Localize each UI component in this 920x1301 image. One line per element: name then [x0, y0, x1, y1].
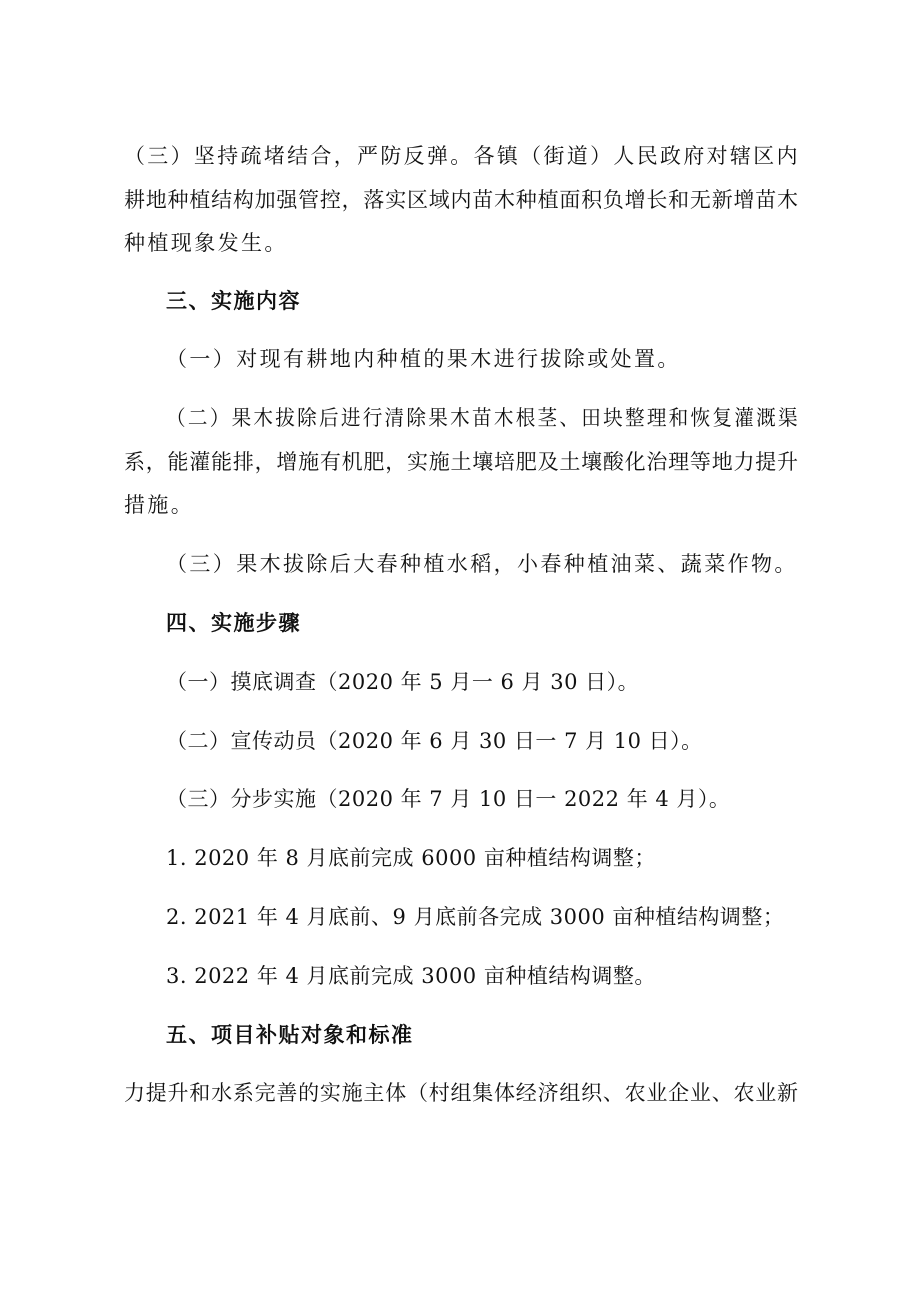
paragraph-line: 种植现象发生。	[124, 231, 288, 255]
list-item: 2. 2021 年 4 月底前、9 月底前各完成 3000 亩种植结构调整；	[166, 905, 785, 929]
list-item: 1. 2020 年 8 月底前完成 6000 亩种植结构调整；	[166, 846, 656, 870]
list-item: （一）对现有耕地内种植的果木进行拔除或处置。	[166, 347, 681, 371]
section-heading: 四、实施步骤	[166, 611, 301, 635]
list-item: （三）果木拔除后大春种植水稻，小春种植油菜、蔬菜作物。	[166, 552, 798, 576]
list-item: （三）分步实施（2020 年 7 月 10 日一 2022 年 4 月）。	[166, 787, 731, 811]
paragraph-line: 耕地种植结构加强管控，落实区域内苗木种植面积负增长和无新增苗木	[124, 188, 798, 212]
paragraph-line: 力提升和水系完善的实施主体（村组集体经济组织、农业企业、农业新	[124, 1081, 798, 1105]
list-item: （二）宣传动员（2020 年 6 月 30 日一 7 月 10 日）。	[166, 729, 703, 753]
section-heading: 三、实施内容	[166, 289, 301, 313]
list-item: 3. 2022 年 4 月底前完成 3000 亩种植结构调整。	[166, 964, 656, 988]
section-heading: 五、项目补贴对象和标准	[166, 1023, 414, 1047]
paragraph-line: 措施。	[124, 493, 195, 517]
paragraph-line: 系，能灌能排，增施有机肥，实施土壤培肥及土壤酸化治理等地力提升	[124, 450, 798, 474]
paragraph-line: （二）果木拔除后进行清除果木苗木根茎、田块整理和恢复灌溉渠	[166, 406, 800, 430]
list-item: （一）摸底调查（2020 年 5 月一 6 月 30 日）。	[166, 670, 640, 694]
paragraph-line: （三）坚持疏堵结合，严防反弹。各镇（街道）人民政府对辖区内	[124, 144, 800, 168]
